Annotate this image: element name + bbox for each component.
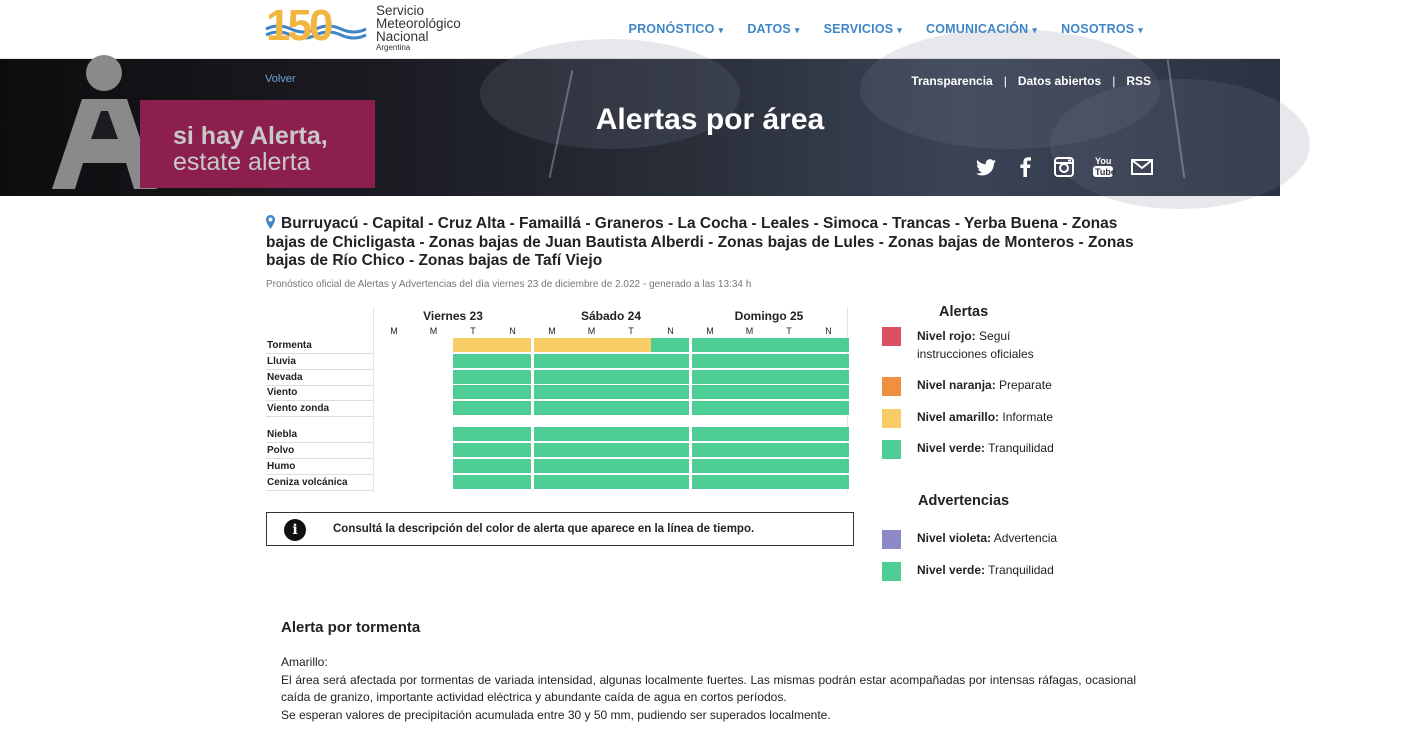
- period-label: N: [825, 326, 832, 336]
- row-divider: [266, 474, 373, 475]
- timeline-cell[interactable]: [611, 443, 651, 457]
- timeline-cell[interactable]: [809, 385, 849, 399]
- day-header: Domingo 25: [734, 309, 804, 323]
- timeline-cell[interactable]: [730, 443, 770, 457]
- row-divider: [266, 400, 373, 401]
- caret-down-icon: ▾: [718, 25, 724, 35]
- period-label: N: [667, 326, 674, 336]
- legend-entry: [917, 408, 1077, 426]
- timeline-cell[interactable]: [453, 354, 493, 368]
- timeline-cell[interactable]: [532, 459, 572, 473]
- legend-entry: [917, 439, 1077, 457]
- legend-level-name: Nivel naranja:: [917, 378, 996, 392]
- youtube-icon[interactable]: [1092, 156, 1114, 178]
- timeline-cell[interactable]: [769, 354, 809, 368]
- alerts-legend-title: Alertas: [939, 304, 989, 320]
- legend-level-name: Nivel rojo:: [917, 329, 976, 343]
- timeline-cell[interactable]: [611, 401, 651, 415]
- timeline-cell[interactable]: [532, 401, 572, 415]
- timeline-cell[interactable]: [809, 401, 849, 415]
- row-divider: [266, 458, 373, 459]
- caret-down-icon: ▾: [1138, 25, 1143, 35]
- day-gap: [689, 337, 692, 493]
- menu-datos[interactable]: [747, 22, 799, 36]
- logo-line: Servicio: [376, 3, 425, 18]
- period-label: T: [470, 326, 476, 336]
- legend-level-desc: Seguí instrucciones oficiales: [917, 329, 1034, 361]
- timeline-cell[interactable]: [532, 385, 572, 399]
- timeline-cell[interactable]: [730, 385, 770, 399]
- timeline-cell[interactable]: [690, 338, 730, 352]
- timeline-cell[interactable]: [769, 475, 809, 489]
- timeline-cell[interactable]: [453, 370, 493, 384]
- timeline-cell[interactable]: [493, 459, 533, 473]
- timeline-cell[interactable]: [651, 443, 691, 457]
- menu-label: DATOS: [747, 22, 791, 36]
- alert-timeline: [266, 307, 854, 493]
- back-link[interactable]: Volver: [265, 73, 296, 85]
- timeline-cell[interactable]: [572, 338, 612, 352]
- legend-level-desc: Preparate: [995, 378, 1052, 392]
- info-box: [266, 512, 854, 546]
- timeline-cell[interactable]: [611, 427, 651, 441]
- svg-text:You: You: [1095, 156, 1112, 166]
- legend-swatch: [882, 530, 901, 549]
- timeline-cell[interactable]: [690, 401, 730, 415]
- timeline-cell[interactable]: [809, 459, 849, 473]
- warnings-legend-title: Advertencias: [918, 493, 1010, 509]
- timeline-cell[interactable]: [493, 385, 533, 399]
- timeline-cell[interactable]: [493, 354, 533, 368]
- timeline-cell[interactable]: [611, 385, 651, 399]
- forecast-subtitle: Pronóstico oficial de Alertas y Advertencias del día viernes 23 de diciembre de 2.022 - generado a las 13:34 h: [266, 279, 752, 290]
- timeline-cell[interactable]: [769, 427, 809, 441]
- legend-level-desc: Advertencia: [991, 531, 1058, 545]
- logo-line: Nacional: [376, 29, 429, 44]
- timeline-cell[interactable]: [611, 338, 651, 352]
- timeline-cell[interactable]: [809, 354, 849, 368]
- timeline-cell[interactable]: [651, 354, 691, 368]
- period-label: M: [706, 326, 714, 336]
- timeline-cell[interactable]: [809, 443, 849, 457]
- row-label: Viento zonda: [267, 403, 330, 414]
- row-label: Niebla: [267, 429, 298, 440]
- timeline-cell[interactable]: [730, 370, 770, 384]
- legend-level-desc: Tranquilidad: [985, 563, 1054, 577]
- slogan-line: si hay Alerta,: [173, 122, 328, 150]
- row-label: Viento: [267, 387, 298, 398]
- timeline-cell[interactable]: [493, 401, 533, 415]
- area-names: Burruyacú - Capital - Cruz Alta - Famaillá - Graneros - La Cocha - Leales - Simoca - Trancas - Yerba Buena - Zonas bajas de Chicligasta - Zonas bajas de Juan Bautista Alberdi - Zonas bajas de Lules - Zonas bajas de Monteros - Zonas bajas de Río Chico - Zonas bajas de Tafí Viejo: [266, 215, 1134, 269]
- timeline-cell[interactable]: [611, 354, 651, 368]
- legend-swatch: [882, 327, 901, 346]
- period-label: T: [628, 326, 634, 336]
- timeline-cell[interactable]: [572, 475, 612, 489]
- caret-down-icon: ▾: [1032, 25, 1038, 35]
- day-header: Viernes 23: [423, 309, 483, 323]
- timeline-cell[interactable]: [809, 427, 849, 441]
- svg-text:Tube: Tube: [1095, 167, 1116, 177]
- menu-label: COMUNICACIÓN: [926, 22, 1029, 36]
- top-links: [911, 74, 1151, 88]
- legend-level-desc: Informate: [999, 410, 1054, 424]
- timeline-cell[interactable]: [690, 370, 730, 384]
- link-transparencia[interactable]: Transparencia: [911, 74, 993, 88]
- instagram-icon[interactable]: [1053, 156, 1075, 178]
- timeline-cell[interactable]: [572, 401, 612, 415]
- row-label: Lluvia: [267, 356, 296, 367]
- legend-swatch: [882, 377, 901, 396]
- timeline-cell[interactable]: [690, 427, 730, 441]
- timeline-cell[interactable]: [730, 354, 770, 368]
- legend-entry: [917, 561, 1077, 579]
- description-text: Se esperan valores de precipitación acumulada entre 30 y 50 mm, pudiendo ser superados localmente.: [281, 707, 831, 722]
- row-divider: [266, 385, 373, 386]
- timeline-cell[interactable]: [453, 443, 493, 457]
- timeline-cell[interactable]: [611, 475, 651, 489]
- slogan-line: estate alerta: [173, 148, 311, 176]
- legend-level-name: Nivel amarillo:: [917, 410, 1000, 424]
- link-separator: |: [1112, 74, 1116, 88]
- caret-down-icon: ▾: [897, 25, 903, 35]
- timeline-cell[interactable]: [532, 338, 572, 352]
- day-gap: [531, 337, 534, 493]
- timeline-cell[interactable]: [572, 385, 612, 399]
- timeline-cell[interactable]: [572, 370, 612, 384]
- timeline-cell[interactable]: [690, 443, 730, 457]
- legend-level-desc: Tranquilidad: [985, 441, 1054, 455]
- info-icon: i: [284, 519, 306, 541]
- period-label: T: [786, 326, 792, 336]
- facebook-icon[interactable]: [1014, 156, 1036, 178]
- timeline-cell[interactable]: [730, 401, 770, 415]
- timeline-cell[interactable]: [532, 370, 572, 384]
- timeline-cell[interactable]: [809, 370, 849, 384]
- period-label: M: [429, 326, 438, 336]
- timeline-cell[interactable]: [690, 385, 730, 399]
- timeline-cell[interactable]: [769, 443, 809, 457]
- timeline-cell[interactable]: [532, 427, 572, 441]
- timeline-cell[interactable]: [453, 385, 493, 399]
- logo-number: 150: [266, 1, 331, 50]
- timeline-cell[interactable]: [572, 443, 612, 457]
- day-header: Sábado 24: [580, 309, 642, 323]
- timeline-cell[interactable]: [651, 385, 691, 399]
- link-datos-abiertos[interactable]: Datos abiertos: [1017, 74, 1102, 88]
- timeline-cell[interactable]: [572, 354, 612, 368]
- row-divider: [266, 442, 373, 443]
- timeline-cell[interactable]: [730, 338, 770, 352]
- timeline-cell[interactable]: [730, 427, 770, 441]
- timeline-cell[interactable]: [453, 459, 493, 473]
- timeline-cell[interactable]: [493, 475, 533, 489]
- timeline-cell[interactable]: [532, 354, 572, 368]
- timeline-cell[interactable]: [651, 370, 691, 384]
- timeline-cell[interactable]: [611, 370, 651, 384]
- row-divider: [266, 416, 373, 417]
- description-level: Amarillo:: [281, 655, 328, 669]
- page-banner: [0, 59, 1280, 196]
- period-label: M: [745, 326, 754, 336]
- legend-entry: [917, 529, 1077, 547]
- menu-label: SERVICIOS: [823, 22, 894, 36]
- row-label: Tormenta: [267, 340, 312, 351]
- period-label: N: [509, 326, 516, 336]
- timeline-cell[interactable]: [730, 459, 770, 473]
- timeline-cell[interactable]: [572, 427, 612, 441]
- caret-down-icon: ▾: [794, 25, 800, 35]
- timeline-cell[interactable]: [651, 338, 691, 352]
- row-label: Nevada: [267, 372, 303, 383]
- timeline-cell[interactable]: [769, 338, 809, 352]
- timeline-cell[interactable]: [651, 459, 691, 473]
- timeline-cell[interactable]: [453, 338, 493, 352]
- timeline-cell[interactable]: [453, 401, 493, 415]
- timeline-cell[interactable]: [493, 443, 533, 457]
- timeline-cell[interactable]: [651, 475, 691, 489]
- menu-servicios[interactable]: [824, 22, 902, 36]
- timeline-cell[interactable]: [611, 459, 651, 473]
- row-divider: [266, 490, 373, 491]
- legend-entry: [917, 376, 1077, 394]
- map-pin-icon: [266, 215, 275, 229]
- timeline-cell[interactable]: [453, 427, 493, 441]
- timeline-cell[interactable]: [769, 459, 809, 473]
- legend-swatch: [882, 440, 901, 459]
- timeline-cell[interactable]: [453, 475, 493, 489]
- description-text: El área será afectada por tormentas de variada intensidad, algunas localmente fuertes. Las mismas podrán estar acompañadas por intensas ráfagas, ocasional caída de granizo, importante actividad eléctrica y abundante caída de agua en cortos períodos.: [281, 672, 1136, 704]
- timeline-cell[interactable]: [690, 459, 730, 473]
- period-label: M: [390, 326, 398, 336]
- legend-swatch: [882, 562, 901, 581]
- timeline-cell[interactable]: [769, 385, 809, 399]
- logo-text: [376, 4, 461, 53]
- timeline-cell[interactable]: [651, 401, 691, 415]
- social-links: [975, 156, 1153, 178]
- logo-line: Meteorológico: [376, 16, 461, 31]
- legend-level-name: Nivel verde:: [917, 441, 986, 455]
- description-title: Alerta por tormenta: [281, 619, 421, 636]
- legend-swatch: [882, 409, 901, 428]
- row-label: Humo: [267, 461, 296, 472]
- info-text: Consultá la descripción del color de alerta que aparece en la línea de tiempo.: [333, 523, 755, 535]
- row-divider: [266, 369, 373, 370]
- smn-logo[interactable]: [266, 3, 476, 51]
- timeline-cell[interactable]: [809, 338, 849, 352]
- timeline-cell[interactable]: [493, 338, 533, 352]
- link-rss[interactable]: RSS: [1126, 74, 1151, 88]
- timeline-cell[interactable]: [493, 427, 533, 441]
- period-label: M: [587, 326, 596, 336]
- menu-label: PRONÓSTICO: [628, 22, 715, 36]
- legend-level-name: Nivel verde:: [917, 563, 986, 577]
- area-list: [266, 215, 1136, 271]
- menu-label: NOSOTROS: [1061, 22, 1135, 36]
- timeline-cell[interactable]: [690, 354, 730, 368]
- menu-pronostico[interactable]: [629, 22, 724, 36]
- twitter-icon[interactable]: [975, 156, 997, 178]
- mail-icon[interactable]: [1131, 156, 1153, 178]
- day-separator: [373, 307, 374, 493]
- timeline-cell[interactable]: [769, 370, 809, 384]
- link-separator: |: [1003, 74, 1007, 88]
- timeline-cell[interactable]: [769, 401, 809, 415]
- timeline-cell[interactable]: [532, 475, 572, 489]
- period-label: M: [548, 326, 556, 336]
- logo-line: Argentina: [376, 43, 411, 52]
- row-divider: [266, 353, 373, 354]
- timeline-cell[interactable]: [730, 475, 770, 489]
- timeline-cell[interactable]: [809, 475, 849, 489]
- timeline-cell[interactable]: [532, 443, 572, 457]
- timeline-cell[interactable]: [572, 459, 612, 473]
- legend-entry: [917, 327, 1077, 363]
- legend-level-name: Nivel violeta:: [917, 531, 992, 545]
- timeline-cell[interactable]: [493, 370, 533, 384]
- timeline-cell[interactable]: [690, 475, 730, 489]
- row-label: Ceniza volcánica: [267, 477, 348, 488]
- row-label: Polvo: [267, 445, 295, 456]
- page-title: Alertas por área: [595, 103, 825, 136]
- timeline-cell[interactable]: [651, 427, 691, 441]
- description-body: [281, 654, 1136, 724]
